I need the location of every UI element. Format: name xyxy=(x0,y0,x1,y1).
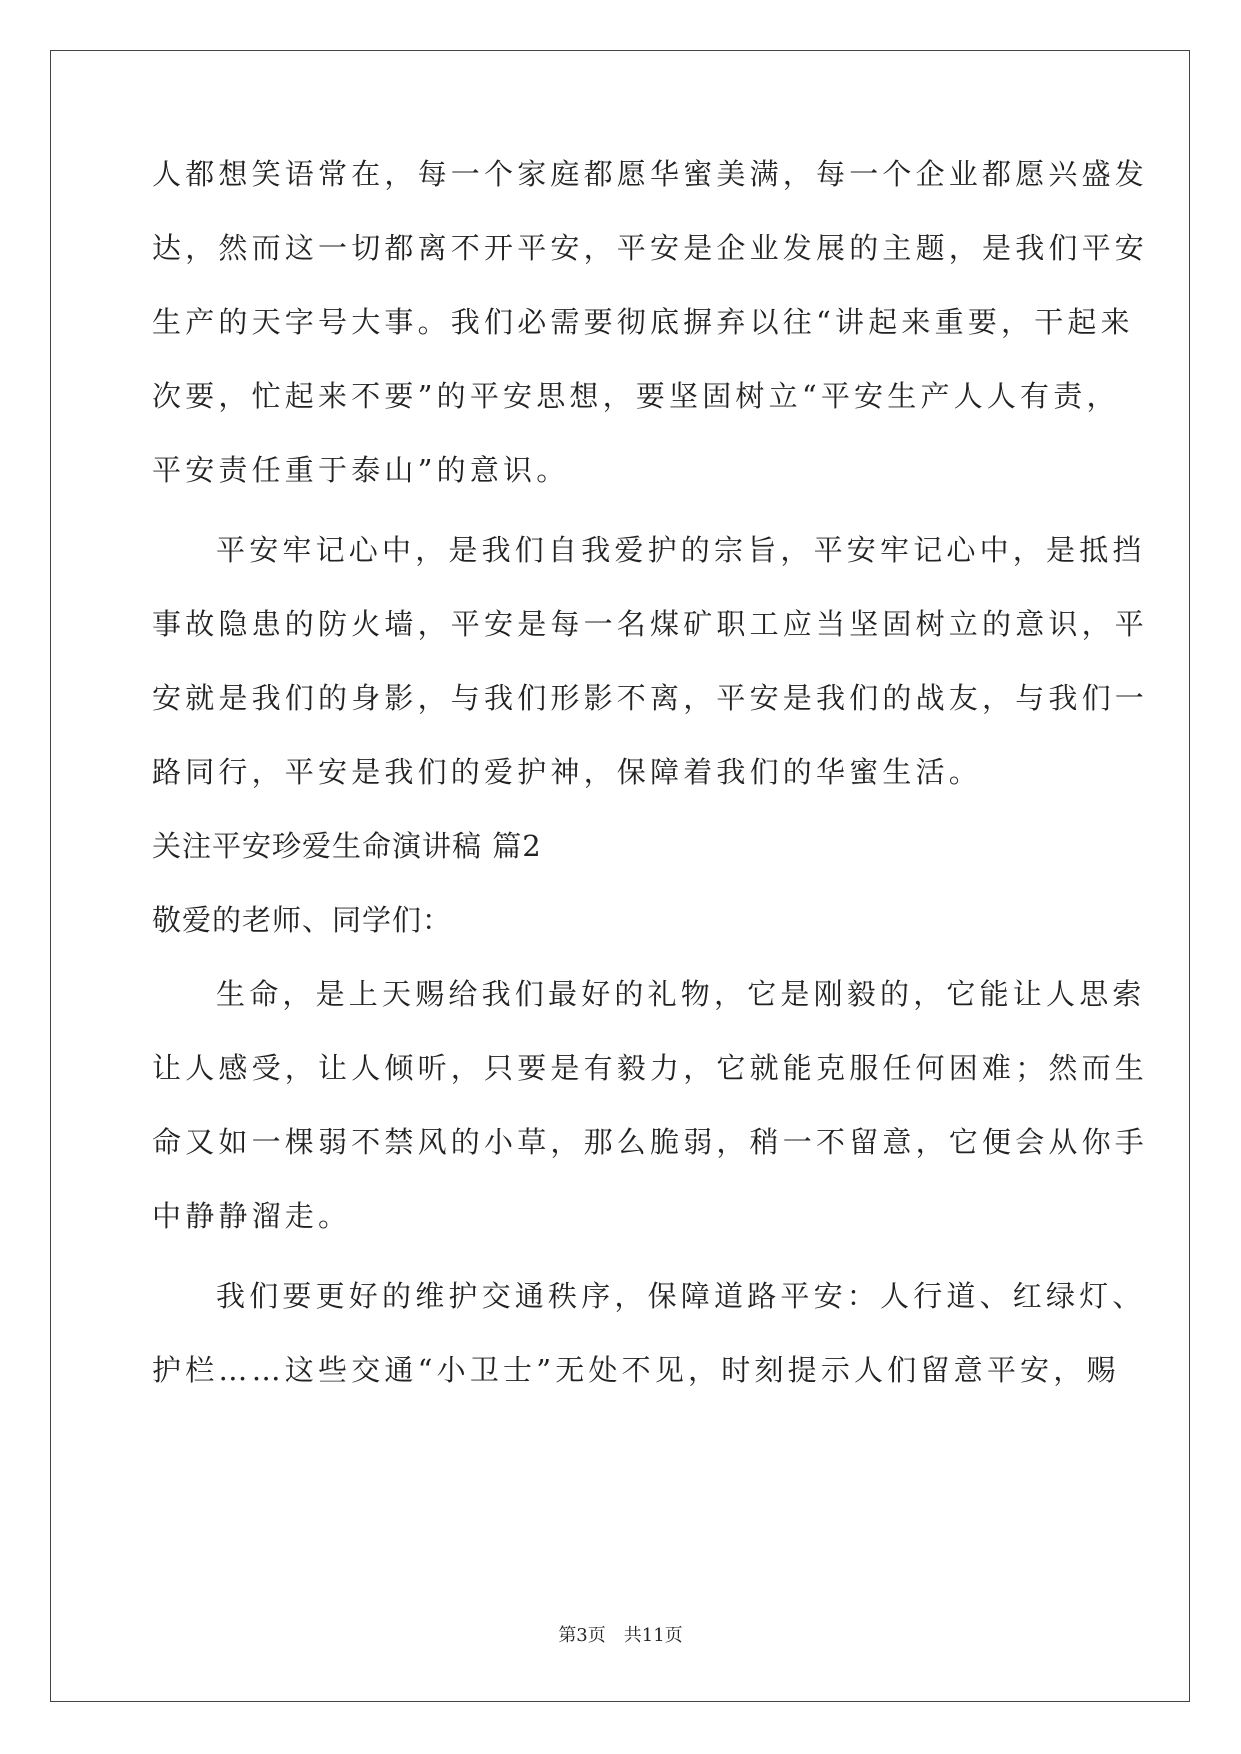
text-line: 事故隐患的防火墙，平安是每一名煤矿职工应当坚固树立的意识，平 xyxy=(152,607,1149,641)
text-line: 达，然而这一切都离不开平安，平安是企业发展的主题，是我们平安 xyxy=(152,231,1149,265)
text-line: 护栏……这些交通“小卫士”无处不见，时刻提示人们留意平安，赐 xyxy=(152,1353,1120,1387)
paragraph-first-line: 平安牢记心中，是我们自我爱护的宗旨，平安牢记心中，是抵挡 xyxy=(216,533,1146,567)
page-number: 第3页 共11页 xyxy=(558,1625,683,1646)
text-line: 次要，忙起来不要”的平安思想，要坚固树立“平安生产人人有责， xyxy=(152,379,1120,413)
text-line: 中静静溜走。 xyxy=(152,1199,352,1233)
section-heading: 关注平安珍爱生命演讲稿 篇2 xyxy=(152,829,542,863)
text-line: 让人感受，让人倾听，只要是有毅力，它就能克服任何困难；然而生 xyxy=(152,1051,1149,1085)
text-line: 命又如一棵弱不禁风的小草，那么脆弱，稍一不留意，它便会从你手 xyxy=(152,1125,1149,1159)
paragraph-first-line: 生命，是上天赐给我们最好的礼物，它是刚毅的，它能让人思索 xyxy=(216,977,1146,1011)
text-line: 人都想笑语常在，每一个家庭都愿华蜜美满，每一个企业都愿兴盛发 xyxy=(152,157,1149,191)
paragraph-first-line: 我们要更好的维护交通秩序，保障道路平安：人行道、红绿灯、 xyxy=(216,1279,1146,1313)
salutation: 敬爱的老师、同学们： xyxy=(152,903,453,937)
text-line: 路同行，平安是我们的爱护神，保障着我们的华蜜生活。 xyxy=(152,755,983,789)
text-line: 平安责任重于泰山”的意识。 xyxy=(152,453,570,487)
text-line: 安就是我们的身影，与我们形影不离，平安是我们的战友，与我们一 xyxy=(152,681,1149,715)
text-line: 生产的天字号大事。我们必需要彻底摒弃以往“讲起来重要，干起来 xyxy=(152,305,1134,339)
page-border xyxy=(50,50,1190,1702)
